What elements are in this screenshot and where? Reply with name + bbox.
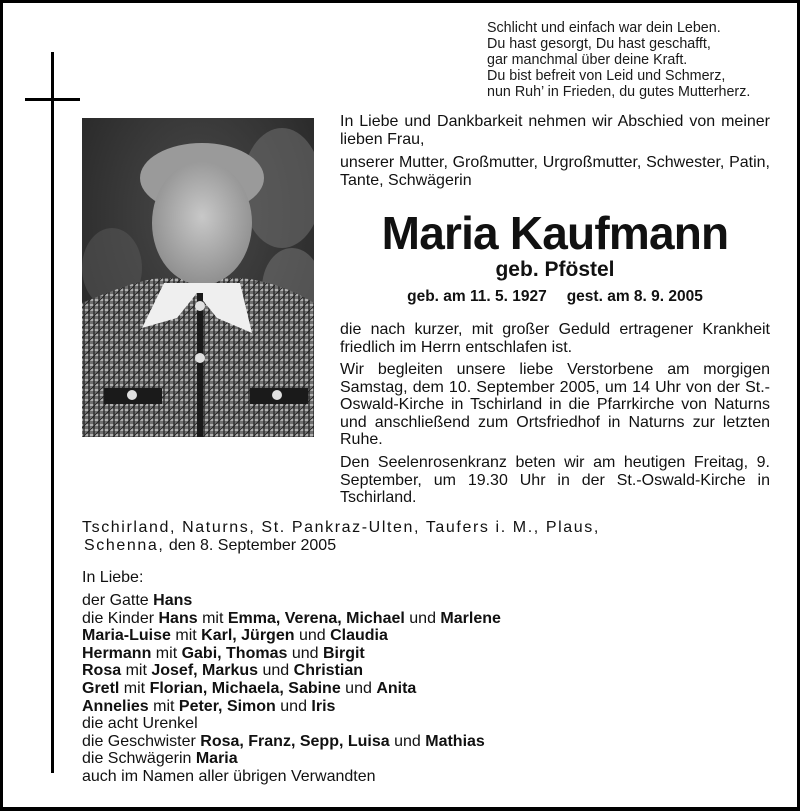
mourner-name: Karl, Jürgen: [201, 627, 295, 645]
mourner-text: und: [258, 662, 294, 680]
mourner-text: die Schwägerin: [82, 750, 196, 768]
mourner-line: [82, 733, 501, 751]
mourner-text: auch im Namen aller übrigen Verwandten: [82, 767, 376, 785]
mourner-line: [82, 698, 501, 716]
places-line: Tschirland, Naturns, St. Pankraz-Ulten, Taufers i. M., Plaus,: [82, 519, 600, 536]
mourner-name: Hans: [158, 609, 198, 627]
mourner-line: [82, 750, 501, 768]
mourner-line: [82, 627, 501, 645]
place-last: Schenna,: [84, 536, 165, 554]
cross-horizontal-bar: [25, 98, 80, 101]
mourner-text: mit: [170, 627, 202, 645]
mourner-name: Anita: [376, 679, 417, 697]
mourner-line: [82, 715, 501, 733]
mourner-text: und: [404, 609, 441, 627]
poem-line: Du hast gesorgt, Du hast geschafft,: [487, 36, 711, 53]
mourner-name: Annelies: [82, 697, 149, 715]
mourner-name: Gabi, Thomas: [181, 644, 288, 662]
life-dates: [340, 288, 770, 306]
notice-date: den 8. September 2005: [164, 536, 337, 554]
mourner-name: Birgit: [322, 644, 365, 662]
intro-farewell: In Liebe und Dankbarkeit nehmen wir Abschied von meiner lieben Frau,: [340, 113, 770, 148]
mourner-name: Gretl: [82, 679, 120, 697]
mourner-text: die acht Urenkel: [82, 715, 198, 733]
mourner-text: mit: [121, 662, 152, 680]
mourner-name: Marlene: [440, 609, 501, 627]
place-and-date: [82, 519, 600, 554]
poem-line: Du bist befreit von Leid und Schmerz,: [487, 68, 726, 85]
mourner-text: mit: [151, 644, 182, 662]
mourner-text: und: [340, 679, 377, 697]
mourner-text: und: [287, 644, 323, 662]
mourner-text: die Kinder: [82, 609, 159, 627]
mourner-name: Maria-Luise: [82, 627, 171, 645]
mourner-text: mit: [119, 679, 150, 697]
poem-line: nun Ruh’ in Frieden, du gutes Mutterherz.: [487, 84, 751, 101]
poem-line: gar manchmal über deine Kraft.: [487, 52, 688, 69]
mourner-name: Josef, Markus: [151, 662, 259, 680]
death-date: gest. am 8. 9. 2005: [566, 288, 703, 305]
mourner-name: Iris: [311, 697, 336, 715]
mourner-line: [82, 645, 501, 663]
mourner-text: und: [389, 732, 426, 750]
in-liebe-heading: In Liebe:: [82, 569, 144, 586]
intro-relations: unserer Mutter, Großmutter, Urgroßmutter, Schwester, Patin, Tante, Schwägerin: [340, 154, 770, 189]
poem-line: Schlicht und einfach war dein Leben.: [487, 20, 721, 36]
cross-vertical-bar: [51, 52, 54, 773]
mourner-name: Mathias: [425, 732, 485, 750]
mourner-name: Maria: [195, 750, 238, 768]
paragraph-funeral: Wir begleiten unsere liebe Verstorbene am morgigen Samstag, dem 10. September 2005, um 14 Uhr von der St.-Oswald-Kirche in Tschirland in die Pfarrkirche von Naturns und anschließend zum Ortsfriedhof in Naturns zur letzten Ruhe.: [340, 361, 770, 449]
mourner-name: Peter, Simon: [178, 697, 276, 715]
mourner-name: Florian, Michaela, Sabine: [149, 679, 341, 697]
maiden-name: geb. Pföstel: [495, 258, 615, 281]
portrait-image: [82, 118, 314, 437]
birth-date: geb. am 11. 5. 1927: [407, 288, 547, 305]
mourner-name: Rosa, Franz, Sepp, Luisa: [200, 732, 390, 750]
mourner-text: die Geschwister: [82, 732, 201, 750]
mourner-text: und: [275, 697, 312, 715]
mourner-text: mit: [197, 609, 228, 627]
mourner-line: [82, 680, 501, 698]
mourner-line: [82, 592, 501, 610]
mourner-line: [82, 662, 501, 680]
places-date-line: [82, 537, 600, 555]
mourners-list: [82, 592, 501, 786]
mourner-name: Christian: [293, 662, 363, 680]
paragraph-passing: die nach kurzer, mit großer Geduld ertragener Krankheit friedlich im Herrn entschlafen ist.: [340, 321, 770, 356]
deceased-name: Maria Kaufmann: [381, 207, 729, 259]
mourner-text: und: [294, 627, 331, 645]
mourner-text: mit: [148, 697, 179, 715]
mourner-line: [82, 610, 501, 628]
mourner-text: der Gatte: [82, 592, 154, 609]
portrait-photo: [82, 118, 314, 437]
mourner-name: Emma, Verena, Michael: [227, 609, 405, 627]
mourner-name: Rosa: [82, 662, 122, 680]
mourner-name: Hans: [153, 592, 193, 609]
mourner-name: Hermann: [82, 644, 152, 662]
mourner-name: Claudia: [330, 627, 388, 645]
paragraph-rosary: Den Seelenrosenkranz beten wir am heutigen Freitag, 9. September, um 19.30 Uhr in der St.-Oswald-Kirche in Tschirland.: [340, 454, 770, 507]
poem: [487, 20, 750, 100]
mourner-line: [82, 768, 501, 786]
